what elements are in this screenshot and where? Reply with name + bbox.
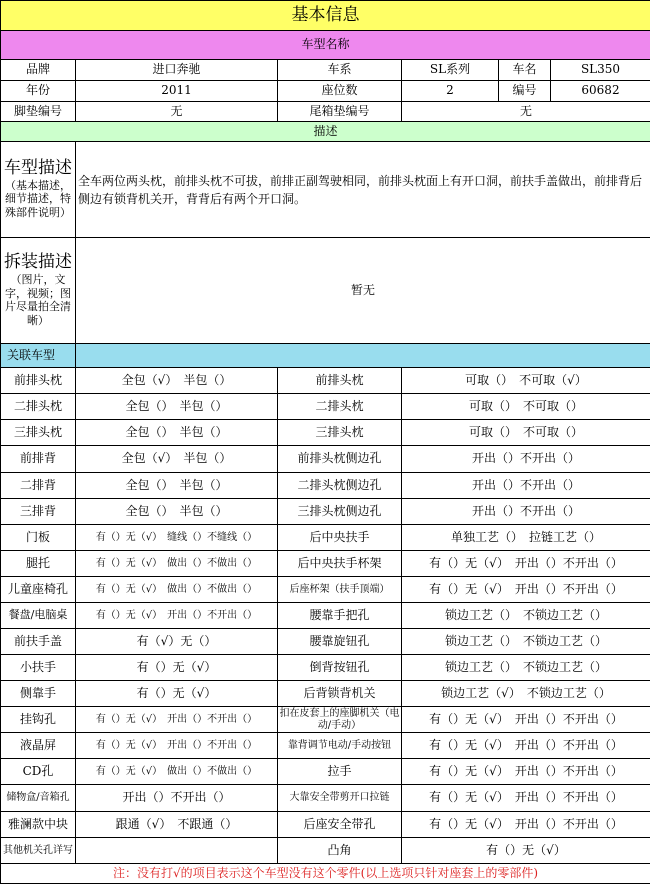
row-7-label: 腿托 xyxy=(1,551,76,577)
row-0-label: 前排头枕 xyxy=(1,368,76,394)
vehicle-desc-title: 车型描述 xyxy=(4,158,72,179)
model-value: SL350 xyxy=(551,60,650,81)
row-6-value2: 单独工艺（） 拉链工艺（） xyxy=(402,525,650,551)
row-11-label2: 倒背按钮孔 xyxy=(278,655,402,681)
row-17-label: 雅澜款中块 xyxy=(1,812,76,838)
row-14-label: 液晶屏 xyxy=(1,733,76,759)
row-11-label: 小扶手 xyxy=(1,655,76,681)
row-15-value: 有（）无（√） 做出（）不做出（） xyxy=(76,759,278,785)
trunk-label: 尾箱垫编号 xyxy=(278,102,402,122)
row-16-label2: 大靠安全带剪开口拉链 xyxy=(278,785,402,812)
row-1-label: 二排头枕 xyxy=(1,394,76,420)
row-8-value2: 有（）无（√） 开出（）不开出（） xyxy=(402,577,650,603)
row-11-value2: 锁边工艺（） 不锁边工艺（） xyxy=(402,655,650,681)
brand-value: 进口奔驰 xyxy=(76,60,278,81)
row-3-label2: 前排头枕侧边孔 xyxy=(278,446,402,473)
vehicle-desc-label xyxy=(1,142,76,238)
row-1-value: 全包（） 半包（） xyxy=(76,394,278,420)
row-7-value2: 有（）无（√） 开出（）不开出（） xyxy=(402,551,650,577)
row-10-value: 有（√）无（） xyxy=(76,629,278,655)
install-desc-label xyxy=(1,238,76,344)
row-3-label: 前排背 xyxy=(1,446,76,473)
footer-note: 注：没有打√的项目表示这个车型没有这个零件(以上选项只针对座套上的零部件) xyxy=(1,864,650,884)
row-12-value: 有（）无（√） xyxy=(76,681,278,707)
row-17-label2: 后座安全带孔 xyxy=(278,812,402,838)
row-13-value: 有（）无（√） 开出（）不开出（） xyxy=(76,707,278,733)
row-2-label2: 三排头枕 xyxy=(278,420,402,446)
row-1-label2: 二排头枕 xyxy=(278,394,402,420)
row-10-value2: 锁边工艺（） 不锁边工艺（） xyxy=(402,629,650,655)
model-label: 车名 xyxy=(499,60,551,81)
row-15-label2: 拉手 xyxy=(278,759,402,785)
mat-label: 脚垫编号 xyxy=(1,102,76,122)
series-label: 车系 xyxy=(278,60,402,81)
sheet-title: 基本信息 xyxy=(1,1,650,31)
row-8-label: 儿童座椅孔 xyxy=(1,577,76,603)
row-18-value xyxy=(76,838,278,864)
row-6-label: 门板 xyxy=(1,525,76,551)
row-4-value: 全包（） 半包（） xyxy=(76,473,278,499)
row-6-label2: 后中央扶手 xyxy=(278,525,402,551)
row-7-label2: 后中央扶手杯架 xyxy=(278,551,402,577)
row-14-label2: 靠背调节电动/手动按钮 xyxy=(278,733,402,759)
row-13-value2: 有（）无（√） 开出（）不开出（） xyxy=(402,707,650,733)
vehicle-name-header: 车型名称 xyxy=(1,31,650,60)
trunk-value: 无 xyxy=(402,102,650,122)
row-12-value2: 锁边工艺（√） 不锁边工艺（） xyxy=(402,681,650,707)
row-4-value2: 开出（）不开出（） xyxy=(402,473,650,499)
row-7-value: 有（）无（√） 做出（）不做出（） xyxy=(76,551,278,577)
row-18-value2: 有（）无（√） xyxy=(402,838,650,864)
row-0-label2: 前排头枕 xyxy=(278,368,402,394)
row-10-label2: 腰靠旋钮孔 xyxy=(278,629,402,655)
row-6-value: 有（）无（√） 缝线（）不缝线（） xyxy=(76,525,278,551)
vehicle-desc-text: 全车两位两头枕，前排头枕不可拔，前排正副驾驶相同，前排头枕面上有开口洞，前扶手盖做出，前排背后侧边有锁背机关开，背背后有两个开口洞。 xyxy=(76,142,650,238)
install-desc-text: 暂无 xyxy=(76,238,650,344)
row-5-label: 三排背 xyxy=(1,499,76,525)
series-value: SL系列 xyxy=(402,60,499,81)
row-5-value2: 开出（）不开出（） xyxy=(402,499,650,525)
row-13-label2: 扣在皮套上的座脚机关（电动/手动） xyxy=(279,708,400,731)
row-15-label: CD孔 xyxy=(1,759,76,785)
row-9-label2: 腰靠手把孔 xyxy=(278,603,402,629)
code-label: 编号 xyxy=(499,81,551,102)
row-8-value: 有（）无（√） 做出（）不做出（） xyxy=(76,577,278,603)
row-9-value2: 锁边工艺（） 不锁边工艺（） xyxy=(402,603,650,629)
code-value: 60682 xyxy=(551,81,650,102)
row-2-value2: 可取（） 不可取（） xyxy=(402,420,650,446)
row-17-value2: 有（）无（√） 开出（）不开出（） xyxy=(402,812,650,838)
row-5-label2: 三排头枕侧边孔 xyxy=(278,499,402,525)
row-3-value2: 开出（）不开出（） xyxy=(402,446,650,473)
row-2-value: 全包（） 半包（） xyxy=(76,420,278,446)
row-13-label: 挂钩孔 xyxy=(1,707,76,733)
row-0-value2: 可取（） 不可取（√） xyxy=(402,368,650,394)
install-desc-title: 拆装描述 xyxy=(4,252,72,273)
related-models-label: 关联车型 xyxy=(1,344,76,368)
year-value: 2011 xyxy=(76,81,278,102)
row-16-label: 储物盒/音箱孔 xyxy=(1,785,76,812)
row-9-value: 有（）无（√） 开出（）不开出（） xyxy=(76,603,278,629)
seats-value: 2 xyxy=(402,81,499,102)
row-17-value: 跟通（√） 不跟通（） xyxy=(76,812,278,838)
brand-label: 品牌 xyxy=(1,60,76,81)
row-14-value2: 有（）无（√） 开出（）不开出（） xyxy=(402,733,650,759)
mat-value: 无 xyxy=(76,102,278,122)
related-models-value xyxy=(76,344,650,368)
vehicle-desc-subtitle: （基本描述，细节描述，特殊部件说明） xyxy=(5,178,71,220)
row-18-label2: 凸角 xyxy=(278,838,402,864)
row-14-value: 有（）无（√） 开出（）不开出（） xyxy=(76,733,278,759)
row-4-label: 二排背 xyxy=(1,473,76,499)
row-1-value2: 可取（） 不可取（） xyxy=(402,394,650,420)
year-label: 年份 xyxy=(1,81,76,102)
row-0-value: 全包（√） 半包（） xyxy=(76,368,278,394)
row-4-label2: 二排头枕侧边孔 xyxy=(278,473,402,499)
row-5-value: 全包（） 半包（） xyxy=(76,499,278,525)
row-2-label: 三排头枕 xyxy=(1,420,76,446)
row-3-value: 全包（√） 半包（） xyxy=(76,446,278,473)
row-16-value2: 有（）无（√） 开出（）不开出（） xyxy=(402,785,650,812)
row-8-label2: 后座杯架（扶手顶端） xyxy=(278,577,402,603)
row-10-label: 前扶手盖 xyxy=(1,629,76,655)
seats-label: 座位数 xyxy=(278,81,402,102)
install-desc-subtitle: （图片，文字，视频；图片尽量拍全清晰） xyxy=(5,272,71,328)
row-16-value: 开出（）不开出（） xyxy=(76,785,278,812)
row-12-label2: 后背锁背机关 xyxy=(278,681,402,707)
description-header: 描述 xyxy=(1,122,650,142)
row-15-value2: 有（）无（√） 开出（）不开出（） xyxy=(402,759,650,785)
row-9-label: 餐盘/电脑桌 xyxy=(1,603,76,629)
row-12-label: 侧靠手 xyxy=(1,681,76,707)
row-11-value: 有（）无（√） xyxy=(76,655,278,681)
row-18-label: 其他机关孔详写 xyxy=(1,838,76,864)
